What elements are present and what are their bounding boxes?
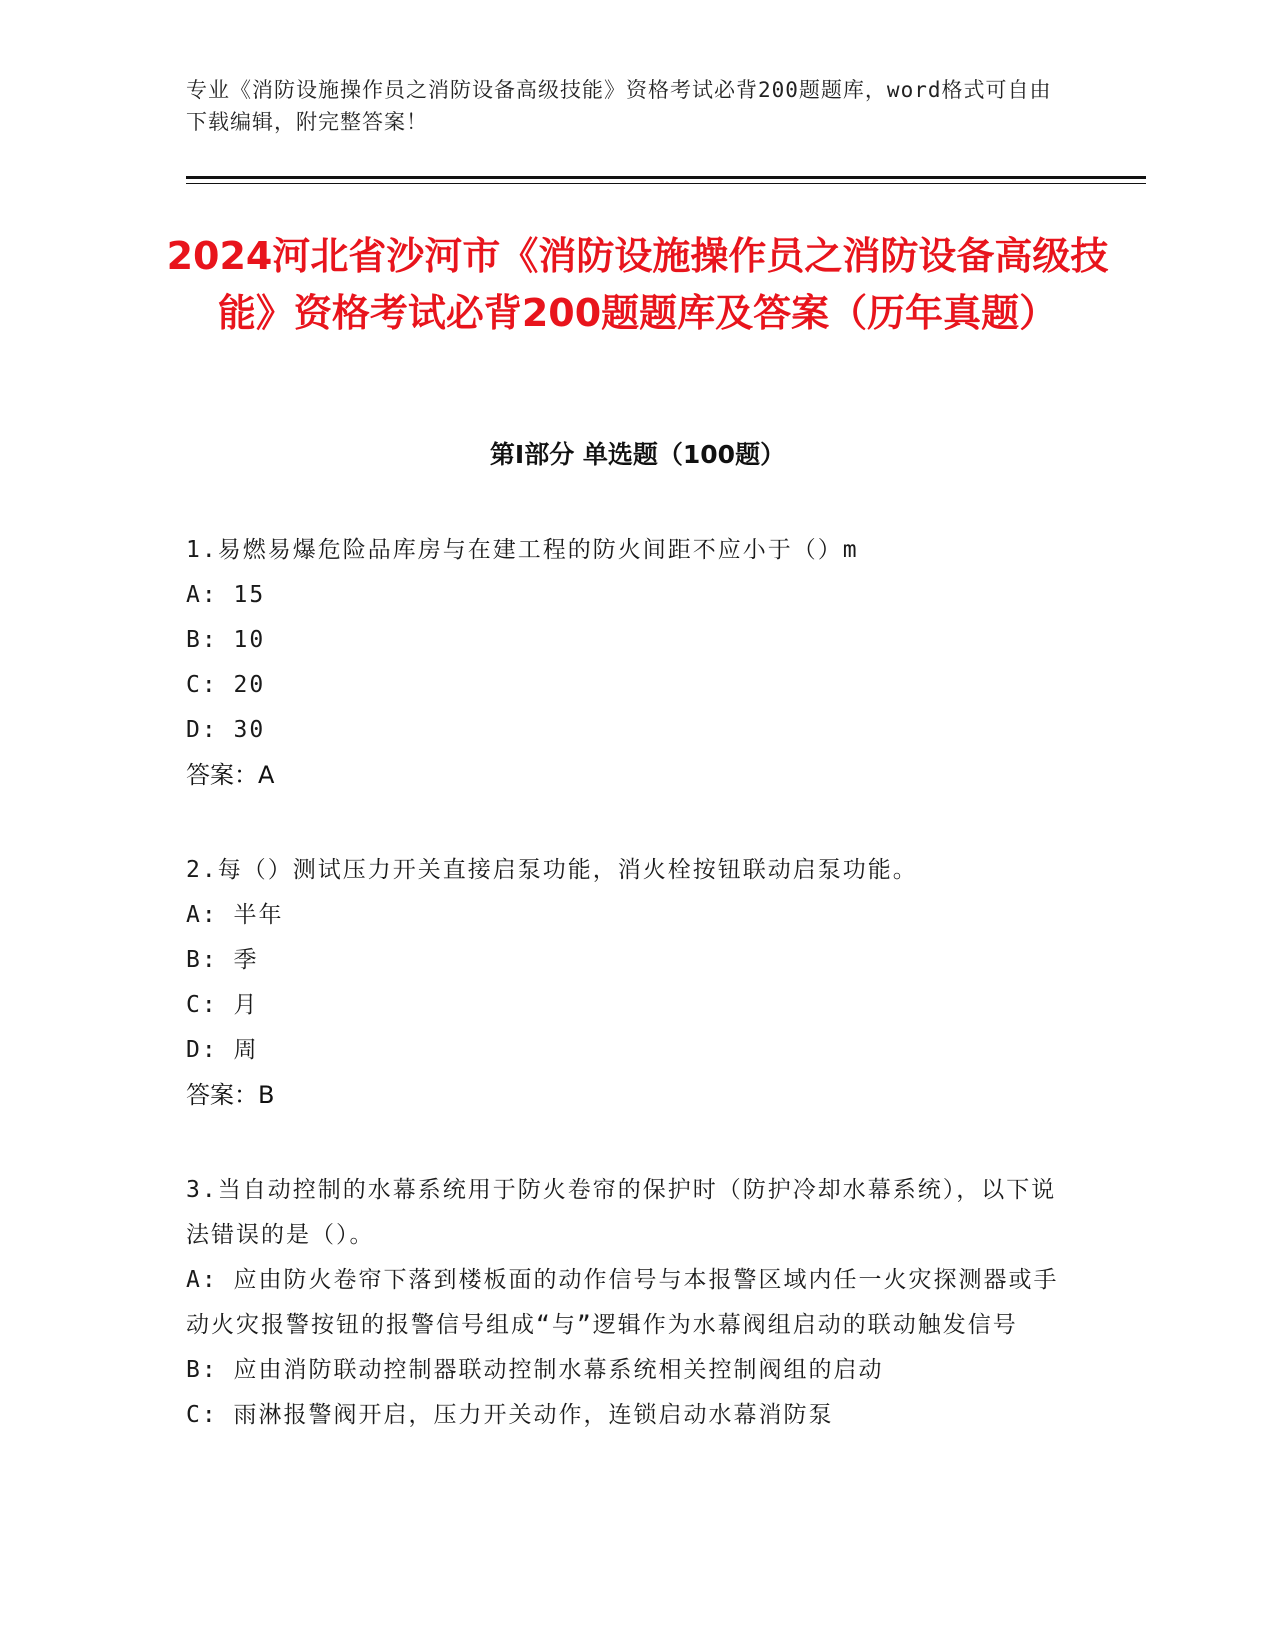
question-1	[186, 528, 1066, 798]
question-list	[186, 528, 1066, 1488]
header-divider-thin	[186, 183, 1146, 184]
option-b: B: 季	[186, 947, 259, 973]
answer: 答案：A	[186, 761, 275, 789]
question-2	[186, 848, 1066, 1118]
option-c: C: 雨淋报警阀开启，压力开关动作，连锁启动水幕消防泵	[186, 1402, 834, 1428]
question-3	[186, 1168, 1066, 1438]
document-title: 2024河北省沙河市《消防设施操作员之消防设备高级技能》资格考试必背200题题库及答案（历年真题）	[166, 234, 1109, 335]
header-divider	[186, 176, 1146, 179]
question-stem: 2.每（）测试压力开关直接启泵功能，消火栓按钮联动启泵功能。	[186, 857, 918, 883]
option-b: B: 10	[186, 627, 266, 653]
option-b: B: 应由消防联动控制器联动控制水幕系统相关控制阀组的启动	[186, 1357, 884, 1383]
option-a: A: 15	[186, 582, 266, 608]
option-d: D: 周	[186, 1037, 259, 1063]
option-d: D: 30	[186, 717, 266, 743]
question-stem: 3.当自动控制的水幕系统用于防火卷帘的保护时（防护冷却水幕系统），以下说法错误的是（）。	[186, 1177, 1057, 1248]
answer: 答案：B	[186, 1081, 275, 1109]
option-a: A: 应由防火卷帘下落到楼板面的动作信号与本报警区域内任一火灾探测器或手动火灾报警按钮的报警信号组成“与”逻辑作为水幕阀组启动的联动触发信号	[186, 1267, 1059, 1338]
section-heading: 第I部分 单选题（100题）	[489, 440, 786, 469]
option-a: A: 半年	[186, 902, 284, 928]
question-stem: 1.易燃易爆危险品库房与在建工程的防火间距不应小于（）m	[186, 537, 859, 563]
option-c: C: 月	[186, 992, 259, 1018]
header-note: 专业《消防设施操作员之消防设备高级技能》资格考试必背200题题库，word格式可自由下载编辑，附完整答案！	[186, 78, 1052, 134]
option-c: C: 20	[186, 672, 266, 698]
